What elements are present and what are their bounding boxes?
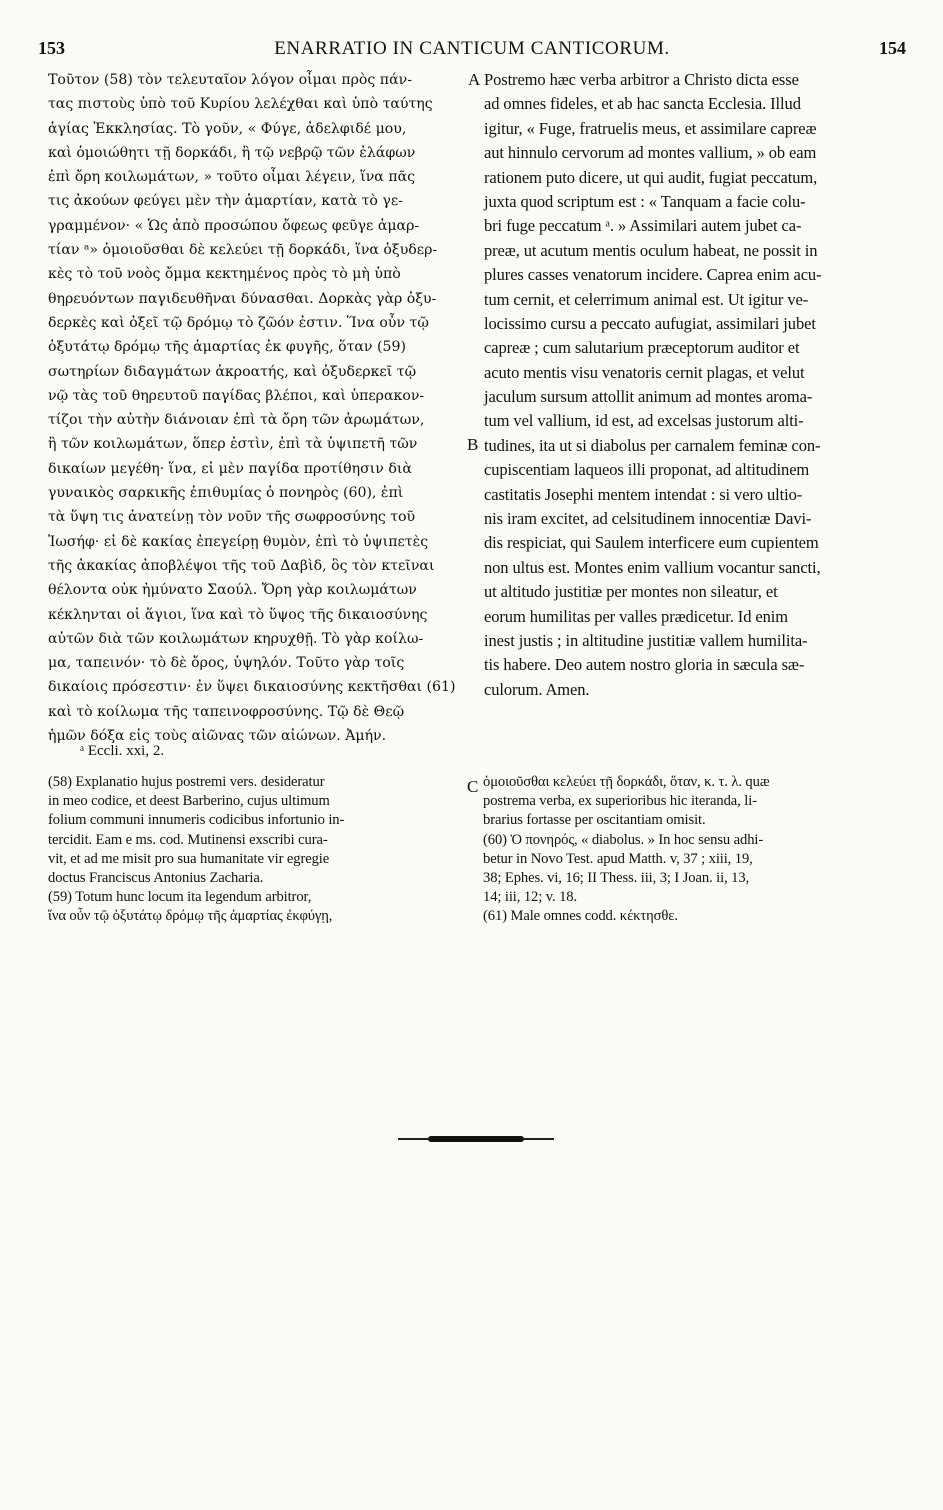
note-line: brarius fortasse per oscitantiam omisit. bbox=[483, 812, 706, 829]
note-line: tercidit. Eam e ms. cod. Mutinensi exscribi cura- bbox=[48, 831, 328, 848]
latin-text-line: rationem puto dicere, ut qui audit, fugiat peccatum, bbox=[484, 167, 818, 187]
notes-right-column bbox=[483, 773, 903, 927]
latin-text-column bbox=[484, 68, 912, 702]
note-line: ὁμοιοῦσθαι κελεύει τῇ δορκάδι, ὅταν, κ. τ. λ. quæ bbox=[483, 774, 770, 790]
note-line: folium communi innumeris codicibus infortunio in- bbox=[48, 812, 345, 829]
latin-text-line: nis iram excitet, ad celsitudinem innocentiæ Davi- bbox=[484, 509, 812, 529]
greek-text-line: ἡμῶν δόξα εἰς τοὺς αἰῶνας τῶν αἰώνων. Ἀμήν. bbox=[48, 728, 387, 745]
note-line: ἵνα οὖν τῷ ὀξυτάτῳ δρόμῳ τῆς ἁμαρτίας ἐκφύγῃ, bbox=[48, 908, 333, 925]
latin-text-line: castitatis Josephi mentem intendat : si vero ultio- bbox=[484, 484, 803, 504]
latin-text-line: igitur, « Fuge, fratruelis meus, et assimilare capreæ bbox=[484, 118, 817, 138]
notes-left-column bbox=[48, 773, 468, 927]
greek-text-line: κέκληνται οἱ ἅγιοι, ἵνα καὶ τὸ ὕψος τῆς δικαιοσύνης bbox=[48, 606, 428, 623]
latin-text-line: dis respiciat, qui Saulem interficere eum cupientem bbox=[484, 533, 819, 553]
latin-text-line: inest justis ; in altitudine justitiæ vallem humilita- bbox=[484, 630, 808, 650]
greek-text-line: Τοῦτον (58) τὸν τελευταῖον λόγον οἶμαι πρὸς πάν- bbox=[48, 72, 412, 88]
latin-text-line: tis habere. Deo autem nostro gloria in sæcula sæ- bbox=[484, 655, 805, 675]
latin-text-line: tudines, ita ut si diabolus per carnalem feminæ con- bbox=[484, 435, 821, 455]
note-line: 38; Ephes. vi, 16; II Thess. iii, 3; I Joan. ii, 13, bbox=[483, 869, 750, 886]
latin-text-line: bri fuge peccatum ᵃ. » Assimilari autem jubet ca- bbox=[484, 216, 802, 236]
latin-text-line: juxta quod scriptum est : « Tanquam a facie colu- bbox=[484, 191, 806, 211]
greek-text-line: τις ἀκούων φεύγει μὲν τὴν ἁμαρτίαν, κατὰ τὸ γε- bbox=[48, 193, 403, 210]
greek-text-line: κὲς τὸ τοῦ νοὸς ὄμμα κεκτημένος πρὸς τὸ μὴ ὑπὸ bbox=[48, 266, 401, 283]
latin-text-line: capreæ ; cum salutarium præceptorum auditor et bbox=[484, 338, 800, 358]
latin-text-line: ut altitudo justitiæ per montes non sileatur, et bbox=[484, 582, 778, 602]
note-line: (58) Explanatio hujus postremi vers. desideratur bbox=[48, 774, 325, 790]
note-line: doctus Franciscus Antonius Zacharia. bbox=[48, 869, 264, 886]
greek-text-line: νῷ τὰς τοῦ θηρευτοῦ παγίδας βλέποι, καὶ ὑπερακον- bbox=[48, 387, 425, 404]
latin-text-line: Postremo hæc verba arbitror a Christo dicta esse bbox=[484, 70, 799, 89]
greek-text-line: Ἰωσήφ· εἰ δὲ κακίας ἐπεγείρῃ θυμὸν, ἐπὶ τὸ ὑψιπετὲς bbox=[48, 533, 429, 550]
note-line: betur in Novo Test. apud Matth. v, 37 ; xiii, 19, bbox=[483, 850, 753, 867]
greek-text-line: καὶ τὸ κοίλωμα τῆς ταπεινοφροσύνης. Τῷ δὲ Θεῷ bbox=[48, 703, 405, 720]
note-line: (59) Totum hunc locum ita legendum arbitror, bbox=[48, 889, 312, 906]
running-title: ENARRATIO IN CANTICUM CANTICORUM. bbox=[274, 38, 670, 59]
latin-text-line: aut hinnulo cervorum ad montes vallium, » ob eam bbox=[484, 143, 817, 163]
page-number-left: 153 bbox=[38, 38, 65, 58]
greek-text-line: ἢ τῶν κοιλωμάτων, ὅπερ ἐστὶν, ἐπὶ τὰ ὑψιπετῆ τῶν bbox=[48, 436, 418, 453]
greek-text-line: τίαν ᵃ» ὁμοιοῦσθαι δὲ κελεύει τῇ δορκάδι, ἵνα ὀξυδερ- bbox=[48, 242, 438, 259]
greek-text-line: ἐπὶ ὄρη κοιλωμάτων, » τοῦτο οἶμαι λέγειν, ἵνα πᾶς bbox=[48, 169, 416, 186]
latin-text-line: culorum. Amen. bbox=[484, 679, 590, 699]
greek-text-line: μα, ταπεινόν· τὸ δὲ ὄρος, ὑψηλόν. Τοῦτο γὰρ τοῖς bbox=[48, 655, 405, 672]
note-line: (60) Ὁ πονηρός, « diabolus. » In hoc sensu adhi- bbox=[483, 831, 764, 848]
greek-text-line: δικαίων μεγέθη· ἵνα, εἰ μὲν παγίδα προτίθησιν διὰ bbox=[48, 460, 412, 477]
scripture-footnote: ᵃ Eccli. xxi, 2. bbox=[80, 743, 165, 759]
latin-text-line: tum cernit, et celerrimum animal est. Ut igitur ve- bbox=[484, 289, 809, 309]
greek-text-line: ὀξυτάτῳ δρόμῳ τῆς ἁμαρτίας ἐκ φυγῆς, ὅταν (59) bbox=[48, 339, 406, 356]
latin-text-line: preæ, ut acutum mentis oculum habeat, ne possit in bbox=[484, 240, 818, 260]
note-line: (61) Male omnes codd. κέκτησθε. bbox=[483, 908, 678, 925]
latin-text-line: ad omnes fideles, et ab hac sancta Ecclesia. Illud bbox=[484, 94, 801, 114]
greek-text-line: γραμμένον· « Ὡς ἀπὸ προσώπου ὄφεως φεῦγε ἁμαρ- bbox=[48, 217, 420, 234]
latin-text-line: acuto mentis visu venatoris cernit plagas, et velut bbox=[484, 362, 805, 382]
end-ornament-rule bbox=[398, 1136, 554, 1142]
greek-text-line: τίζοι τὴν αὐτὴν διάνοιαν ἐπὶ τὰ ὄρη τῶν ἀρωμάτων, bbox=[48, 412, 425, 429]
page-header bbox=[38, 38, 906, 62]
greek-text-line: καὶ ὁμοιώθητι τῇ δορκάδι, ἢ τῷ νεβρῷ τῶν ἐλάφων bbox=[48, 144, 416, 161]
note-line: vit, et ad me misit pro sua humanitate vir egregie bbox=[48, 850, 330, 867]
latin-text-line: tum vel vallium, id est, ad excelsas justorum alti- bbox=[484, 411, 804, 431]
greek-text-line: τας πιστοὺς ὑπὸ τοῦ Κυρίου λελέχθαι καὶ ὑπὸ ταύτης bbox=[48, 96, 433, 113]
greek-text-line: θηρευόντων παγιδευθῆναι δύνασθαι. Δορκὰς γὰρ ὀξυ- bbox=[48, 290, 437, 307]
greek-text-line: γυναικὸς σαρκικῆς ἐπιθυμίας ὁ πονηρὸς (60), ἐπὶ bbox=[48, 485, 404, 502]
note-line: 14; iii, 12; v. 18. bbox=[483, 889, 578, 906]
page-number-right: 154 bbox=[879, 38, 906, 58]
latin-text-line: locissimo cursu a peccato aufugiat, assimilari jubet bbox=[484, 313, 816, 333]
greek-text-line: δικαίοις πρόσεστιν· ἐν ὕψει δικαιοσύνης κεκτῆσθαι (61) bbox=[48, 679, 456, 696]
margin-letter-b: B bbox=[467, 435, 479, 454]
latin-text-line: jaculum sursum attollit animum ad montes aroma- bbox=[484, 387, 813, 407]
greek-text-line: θέλοντα οὐκ ἠμύνατο Σαούλ. Ὄρη γὰρ κοιλωμάτων bbox=[48, 582, 417, 599]
note-line: postrema verba, ex superioribus hic iteranda, li- bbox=[483, 793, 757, 810]
latin-text-line: eorum humilitas per valles prædicetur. Id enim bbox=[484, 606, 789, 626]
greek-text-line: σωτηρίων διδαγμάτων ἀκροατής, καὶ ὀξυδερκεῖ τῷ bbox=[48, 363, 417, 380]
margin-letter-a: A bbox=[468, 70, 481, 89]
greek-text-line: δερκὲς καὶ ὀξεῖ τῷ δρόμῳ τὸ ζῶόν ἐστιν. Ἵνα οὖν τῷ bbox=[48, 314, 429, 331]
greek-text-line: αὐτῶν διὰ τῶν κοιλωμάτων κηρυχθῇ. Τὸ γὰρ κοίλω- bbox=[48, 630, 424, 647]
greek-text-line: τὰ ὕψη τις ἀνατείνῃ τὸν νοῦν τῆς σωφροσύνης τοῦ bbox=[48, 509, 416, 526]
greek-text-line: τῆς ἀκακίας ἀποβλέψοι τῆς τοῦ Δαβὶδ, ὃς τὸν κτεῖναι bbox=[48, 557, 435, 574]
latin-text-line: plures casses venatorum incidere. Caprea enim acu- bbox=[484, 265, 822, 285]
margin-letter-c: C bbox=[467, 777, 479, 796]
note-line: in meo codice, et deest Barberino, cujus ultimum bbox=[48, 793, 330, 810]
latin-text-line: non ultus est. Montes enim vallium vocantur sancti, bbox=[484, 557, 821, 577]
greek-text-line: ἁγίας Ἐκκλησίας. Τὸ γοῦν, « Φύγε, ἀδελφιδέ μου, bbox=[48, 120, 407, 137]
latin-text-line: cupiscentiam laqueos illi proponat, ad altitudinem bbox=[484, 460, 810, 480]
greek-text-column bbox=[48, 68, 468, 748]
